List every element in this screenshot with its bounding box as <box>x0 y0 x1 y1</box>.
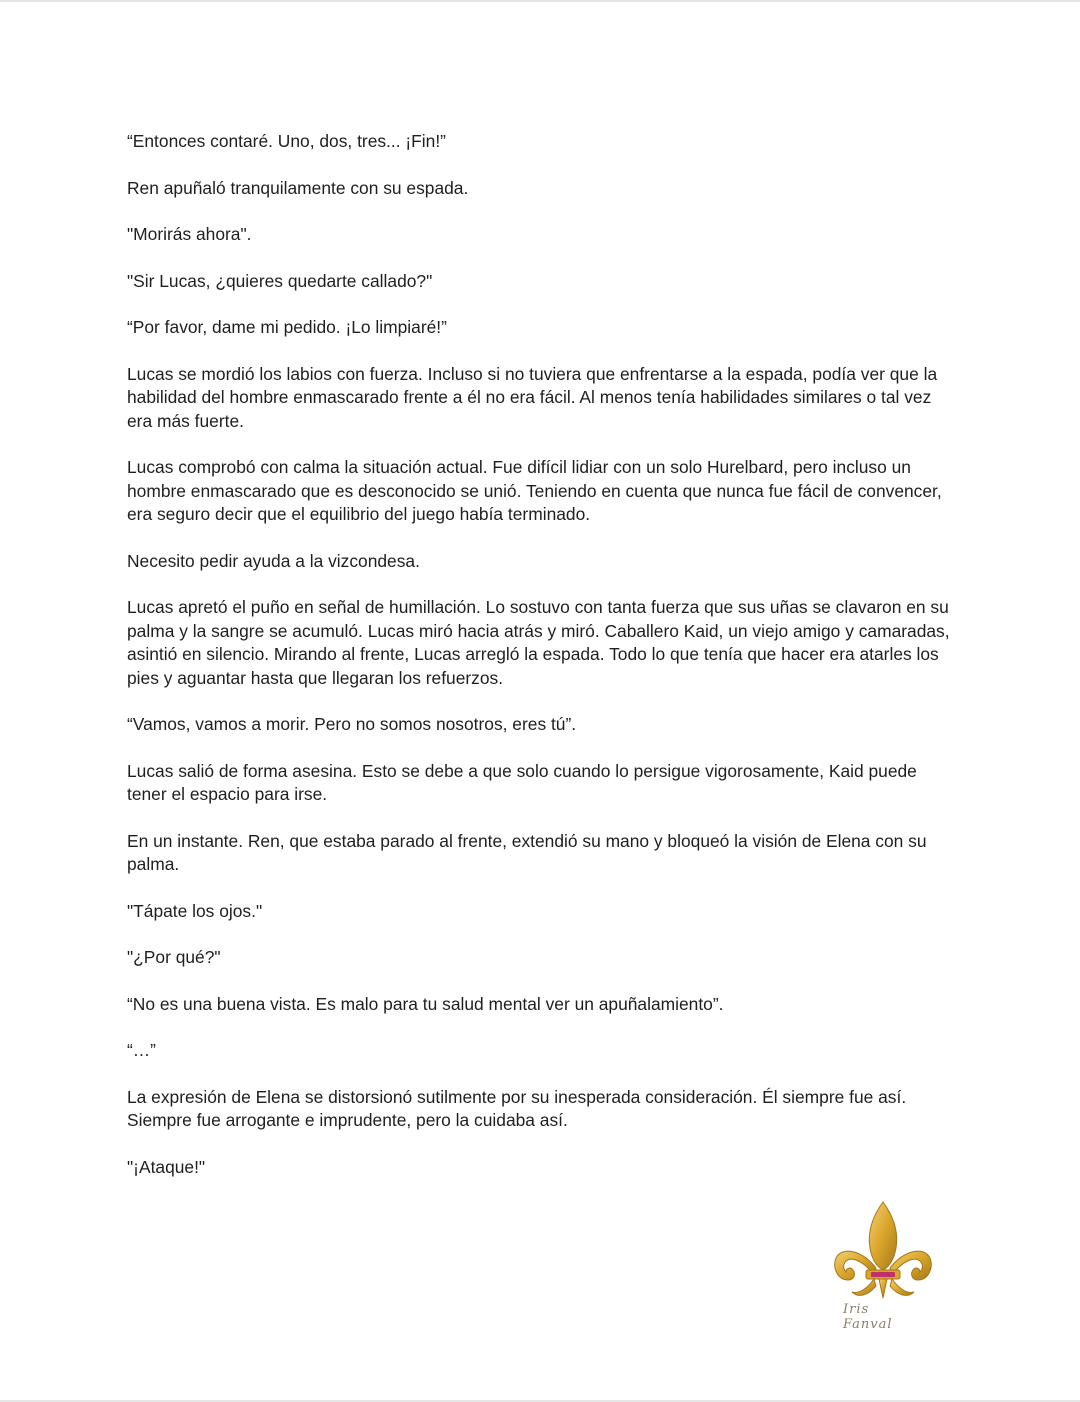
paragraph: Lucas apretó el puño en señal de humillación. Lo sostuvo con tanta fuerza que sus uñas se clavaron en su palma y la sangre se acumuló. Lucas miró hacia atrás y miró. Caballero Kaid, un viejo amigo y camaradas, asintió en silencio. Mirando al frente, Lucas arregló la espada. Todo lo que tenía que hacer era atarles los pies y aguantar hasta que llegaran los refuerzos. <box>127 597 950 688</box>
paragraph: Necesito pedir ayuda a la vizcondesa. <box>127 550 420 571</box>
document-body <box>127 130 953 1202</box>
paragraph: En un instante. Ren, que estaba parado al frente, extendió su mano y bloqueó la visión de Elena con su palma. <box>127 830 927 874</box>
paragraph: “Entonces contaré. Uno, dos, tres... ¡Fin!” <box>127 131 446 151</box>
paragraph: Ren apuñaló tranquilamente con su espada. <box>127 177 469 198</box>
paragraph: Lucas comprobó con calma la situación actual. Fue difícil lidiar con un solo Hurelbard, pero incluso un hombre enmascarado que es desconocido se unió. Teniendo en cuenta que nunca fue fácil de convencer, era seguro decir que el equilibrio del juego había terminado. <box>127 457 942 524</box>
paragraph: Lucas se mordió los labios con fuerza. Incluso si no tuviera que enfrentarse a la espada, podía ver que la habilidad del hombre enmascarado frente a él no era fácil. Al menos tenía habilidades similares o tal vez era más fuerte. <box>127 363 938 431</box>
paragraph: “No es una buena vista. Es malo para tu salud mental ver un apuñalamiento”. <box>127 993 724 1014</box>
paragraph: "¡Ataque!" <box>127 1156 206 1177</box>
paragraph: "Tápate los ojos." <box>127 900 263 921</box>
paragraph: "¿Por qué?" <box>127 947 221 967</box>
paragraph: “Vamos, vamos a morir. Pero no somos nosotros, eres tú”. <box>127 714 577 734</box>
paragraph: "Sir Lucas, ¿quieres quedarte callado?" <box>127 270 433 291</box>
paragraph: "Morirás ahora". <box>127 224 252 244</box>
signature: Iris Fanval <box>843 1302 893 1332</box>
paragraph: “Por favor, dame mi pedido. ¡Lo limpiaré!” <box>127 317 447 337</box>
paragraph: “…” <box>127 1040 156 1060</box>
paragraph: La expresión de Elena se distorsionó sutilmente por su inesperada consideración. Él siempre fue así. Siempre fue arrogante e imprudente, pero la cuidaba así. <box>127 1086 907 1130</box>
paragraph: Lucas salió de forma asesina. Esto se debe a que solo cuando lo persigue vigorosamente, Kaid puede tener el espacio para irse. <box>127 760 917 804</box>
